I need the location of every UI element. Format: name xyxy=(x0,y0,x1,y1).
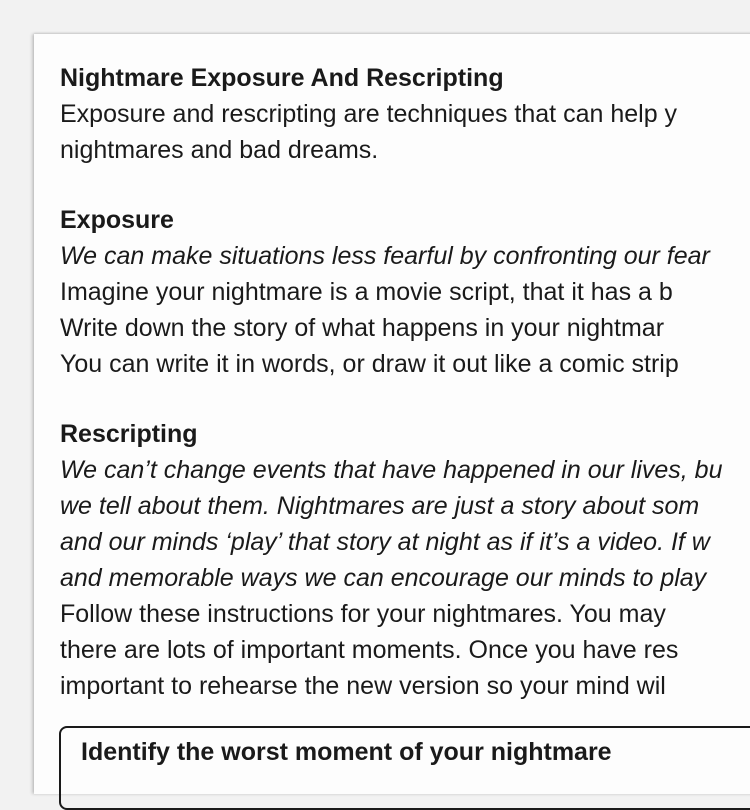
exposure-italic-line: We can make situations less fearful by confronting our fear xyxy=(60,242,710,270)
exposure-line-3: You can write it in words, or draw it out like a comic strip xyxy=(60,350,679,378)
rescripting-italic-line-2: we tell about them. Nightmares are just a story about som xyxy=(60,492,700,520)
instruction-box-text: Identify the worst moment of your nightmare xyxy=(81,738,612,766)
instruction-box xyxy=(59,726,750,810)
document-page xyxy=(34,34,750,794)
section-gap xyxy=(60,382,750,416)
rescripting-italic-line-4: and memorable ways we can encourage our minds to play xyxy=(60,564,707,592)
rescripting-italic-line-1: We can’t change events that have happened in our lives, bu xyxy=(60,456,723,484)
rescripting-italic-line-3: and our minds ‘play’ that story at night as if it’s a video. If w xyxy=(60,528,710,556)
exposure-line-2: Write down the story of what happens in your nightmar xyxy=(60,314,665,342)
rescripting-line-2: there are lots of important moments. Once you have res xyxy=(60,636,679,664)
section-gap xyxy=(60,168,750,202)
exposure-heading: Exposure xyxy=(60,206,174,234)
intro-line-1: Exposure and rescripting are techniques that can help y xyxy=(60,100,678,128)
rescripting-heading: Rescripting xyxy=(60,420,198,448)
document-content xyxy=(60,60,750,704)
rescripting-line-3: important to rehearse the new version so your mind wil xyxy=(60,672,666,700)
intro-line-2: nightmares and bad dreams. xyxy=(60,136,379,164)
rescripting-line-1: Follow these instructions for your nightmares. You may xyxy=(60,600,666,628)
page-title: Nightmare Exposure And Rescripting xyxy=(60,64,504,92)
exposure-line-1: Imagine your nightmare is a movie script, that it has a b xyxy=(60,278,673,306)
